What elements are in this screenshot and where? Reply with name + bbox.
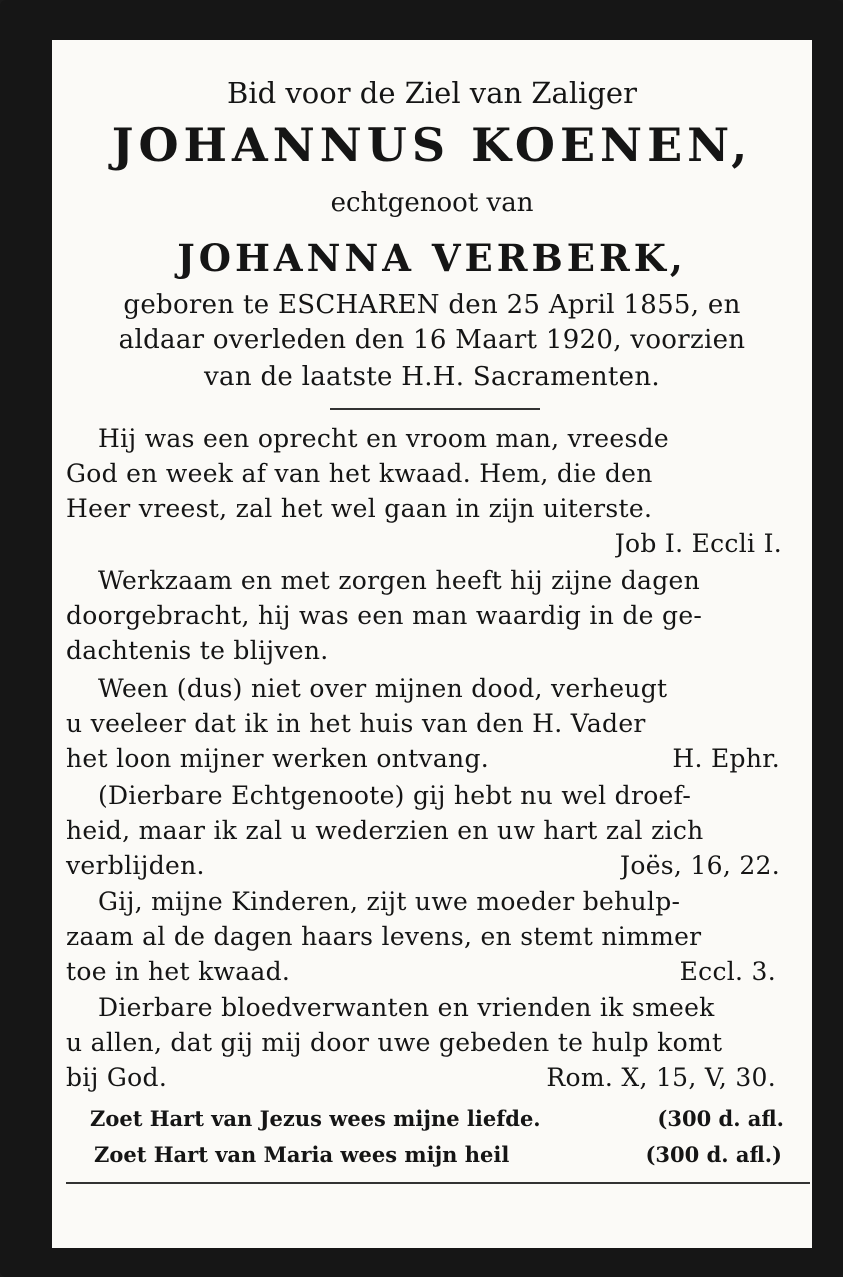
verse-line: Werkzaam en met zorgen heeft hij zijne dagen <box>98 566 701 595</box>
indulgence: (300 d. afl. <box>657 1106 784 1131</box>
relation-line: echtgenoot van <box>330 188 534 218</box>
verse-line: bij God. <box>66 1063 168 1092</box>
spouse-name: JOHANNA VERBERK, <box>177 236 687 280</box>
verse-line: u allen, dat gij mij door uwe gebeden te hulp komt <box>66 1028 723 1057</box>
intro-line: Bid voor de Ziel van Zaliger <box>227 76 637 110</box>
verse-line: Hij was een oprecht en vroom man, vreesde <box>98 424 669 453</box>
verse-line: Heer vreest, zal het wel gaan in zijn uiterste. <box>66 494 653 523</box>
birth-line: geboren te ESCHAREN den 25 April 1855, en <box>123 290 741 320</box>
verse-line: (Dierbare Echtgenoote) gij hebt nu wel droef- <box>98 781 692 810</box>
verse-source: H. Ephr. <box>672 744 780 773</box>
verse-line: Dierbare bloedverwanten en vrienden ik smeek <box>98 993 715 1022</box>
verse-line: heid, maar ik zal u wederzien en uw hart zal zich <box>66 816 704 845</box>
verse-line: Gij, mijne Kinderen, zijt uwe moeder behulp- <box>98 887 681 916</box>
prayer-line: Zoet Hart van Maria wees mijn heil <box>94 1142 510 1167</box>
death-line: aldaar overleden den 16 Maart 1920, voorzien <box>118 325 746 355</box>
verse-line: dachtenis te blijven. <box>66 636 329 665</box>
verse-line: God en week af van het kwaad. Hem, die den <box>66 459 653 488</box>
verse-line: zaam al de dagen haars levens, en stemt nimmer <box>66 922 702 951</box>
verse-line: doorgebracht, hij was een man waardig in de ge- <box>66 601 703 630</box>
verse-line: Ween (dus) niet over mijnen dood, verheugt <box>98 674 668 703</box>
verse-line: u veeleer dat ik in het huis van den H. Vader <box>66 709 646 738</box>
sacraments-line: van de laatste H.H. Sacramenten. <box>204 362 660 392</box>
verse-source: Joës, 16, 22. <box>620 851 780 880</box>
verse-line: toe in het kwaad. <box>66 957 291 986</box>
prayer-line: Zoet Hart van Jezus wees mijne liefde. <box>90 1106 541 1131</box>
card-paper <box>52 40 812 1248</box>
indulgence: (300 d. afl.) <box>645 1142 782 1167</box>
verse-line: het loon mijner werken ontvang. <box>66 744 489 773</box>
verse-source: Eccl. 3. <box>679 957 776 986</box>
footer-divider <box>66 1182 810 1184</box>
verse-source: Job I. Eccli I. <box>614 529 782 558</box>
divider <box>330 408 540 410</box>
verse-source: Rom. X, 15, V, 30. <box>546 1063 776 1092</box>
verse-line: verblijden. <box>66 851 205 880</box>
deceased-name: JOHANNUS KOENEN, <box>111 118 753 172</box>
